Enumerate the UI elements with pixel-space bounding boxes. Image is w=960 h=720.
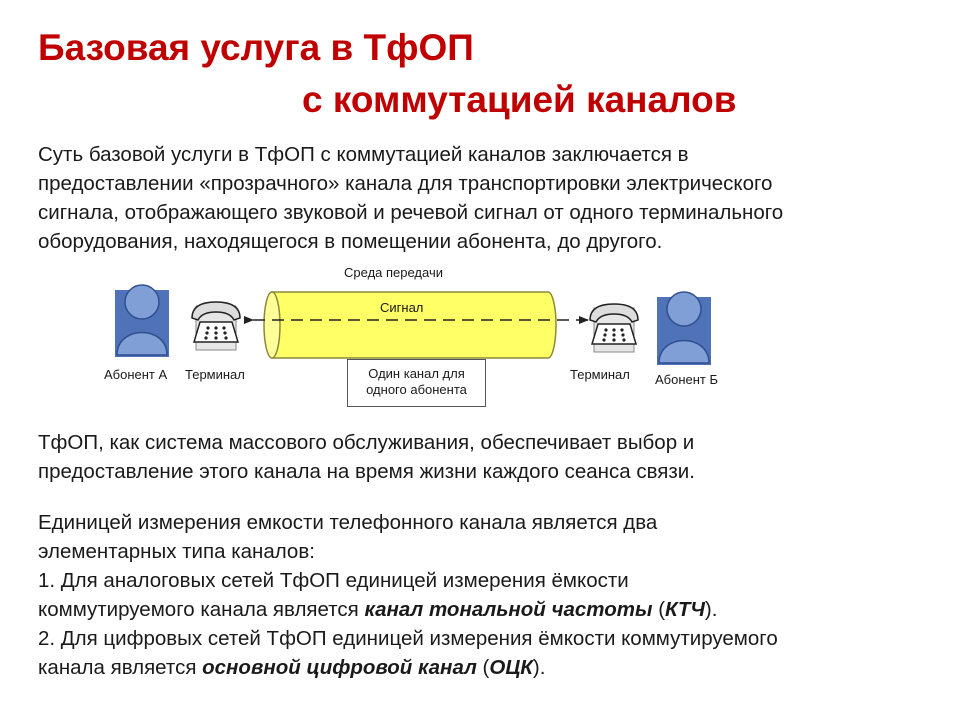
channel-diagram [0, 255, 960, 425]
channel-note-line: одного абонента [366, 382, 467, 397]
units-text: ( [652, 598, 666, 621]
subscriber-b-person-icon [657, 292, 711, 365]
units-text: ( [476, 656, 490, 679]
otsk-abbr: ОЦК [489, 656, 533, 679]
signal-label: Сигнал [380, 300, 424, 315]
transmission-medium-label: Среда передачи [344, 265, 443, 280]
intro-line: Суть базовой услуги в ТфОП с коммутацией каналов заключается в [38, 143, 689, 166]
terminal-b-label: Терминал [570, 367, 630, 382]
page-title-line-2: с коммутацией каналов [302, 79, 737, 120]
units-line: элементарных типа каналов: [38, 540, 315, 563]
intro-line: предоставлении «прозрачного» канала для транспортировки электрического [38, 172, 773, 195]
service-line: ТфОП, как система массового обслуживания, обеспечивает выбор и [38, 431, 695, 454]
subscriber-a-person-icon [115, 285, 169, 357]
units-line [38, 595, 928, 624]
intro-line: оборудования, находящегося в помещении абонента, до другого. [38, 230, 663, 253]
intro-line: сигнала, отображающего звуковой и речевой сигнал от одного терминального [38, 201, 784, 224]
units-text: ). [704, 598, 718, 621]
service-paragraph [38, 428, 928, 486]
service-line: предоставление этого канала на время жизни каждого сеанса связи. [38, 460, 695, 483]
subscriber-a-label: Абонент А [104, 367, 168, 382]
terminal-a-telephone-icon [192, 302, 240, 350]
subscriber-b-label: Абонент Б [655, 372, 719, 387]
units-paragraph [38, 508, 928, 682]
ktch-term: канал тональной частоты [364, 598, 653, 621]
units-line [38, 653, 928, 682]
channel-note-line: Один канал для [368, 366, 465, 381]
units-text: коммутируемого канала является [38, 598, 365, 621]
page-title-line-1: Базовая услуга в ТфОП [38, 27, 474, 68]
units-text: канала является [38, 656, 203, 679]
terminal-b-telephone-icon [590, 304, 638, 352]
intro-paragraph [38, 140, 928, 256]
ktch-abbr: КТЧ [665, 598, 705, 621]
units-text: ). [532, 656, 546, 679]
units-line: 2. Для цифровых сетей ТфОП единицей измерения ёмкости коммутируемого [38, 627, 778, 650]
units-line: 1. Для аналоговых сетей ТфОП единицей измерения ёмкости [38, 569, 629, 592]
terminal-a-label: Терминал [185, 367, 245, 382]
units-line: Единицей измерения емкости телефонного канала является два [38, 511, 658, 534]
channel-note-box [347, 359, 486, 407]
otsk-term: основной цифровой канал [202, 656, 477, 679]
